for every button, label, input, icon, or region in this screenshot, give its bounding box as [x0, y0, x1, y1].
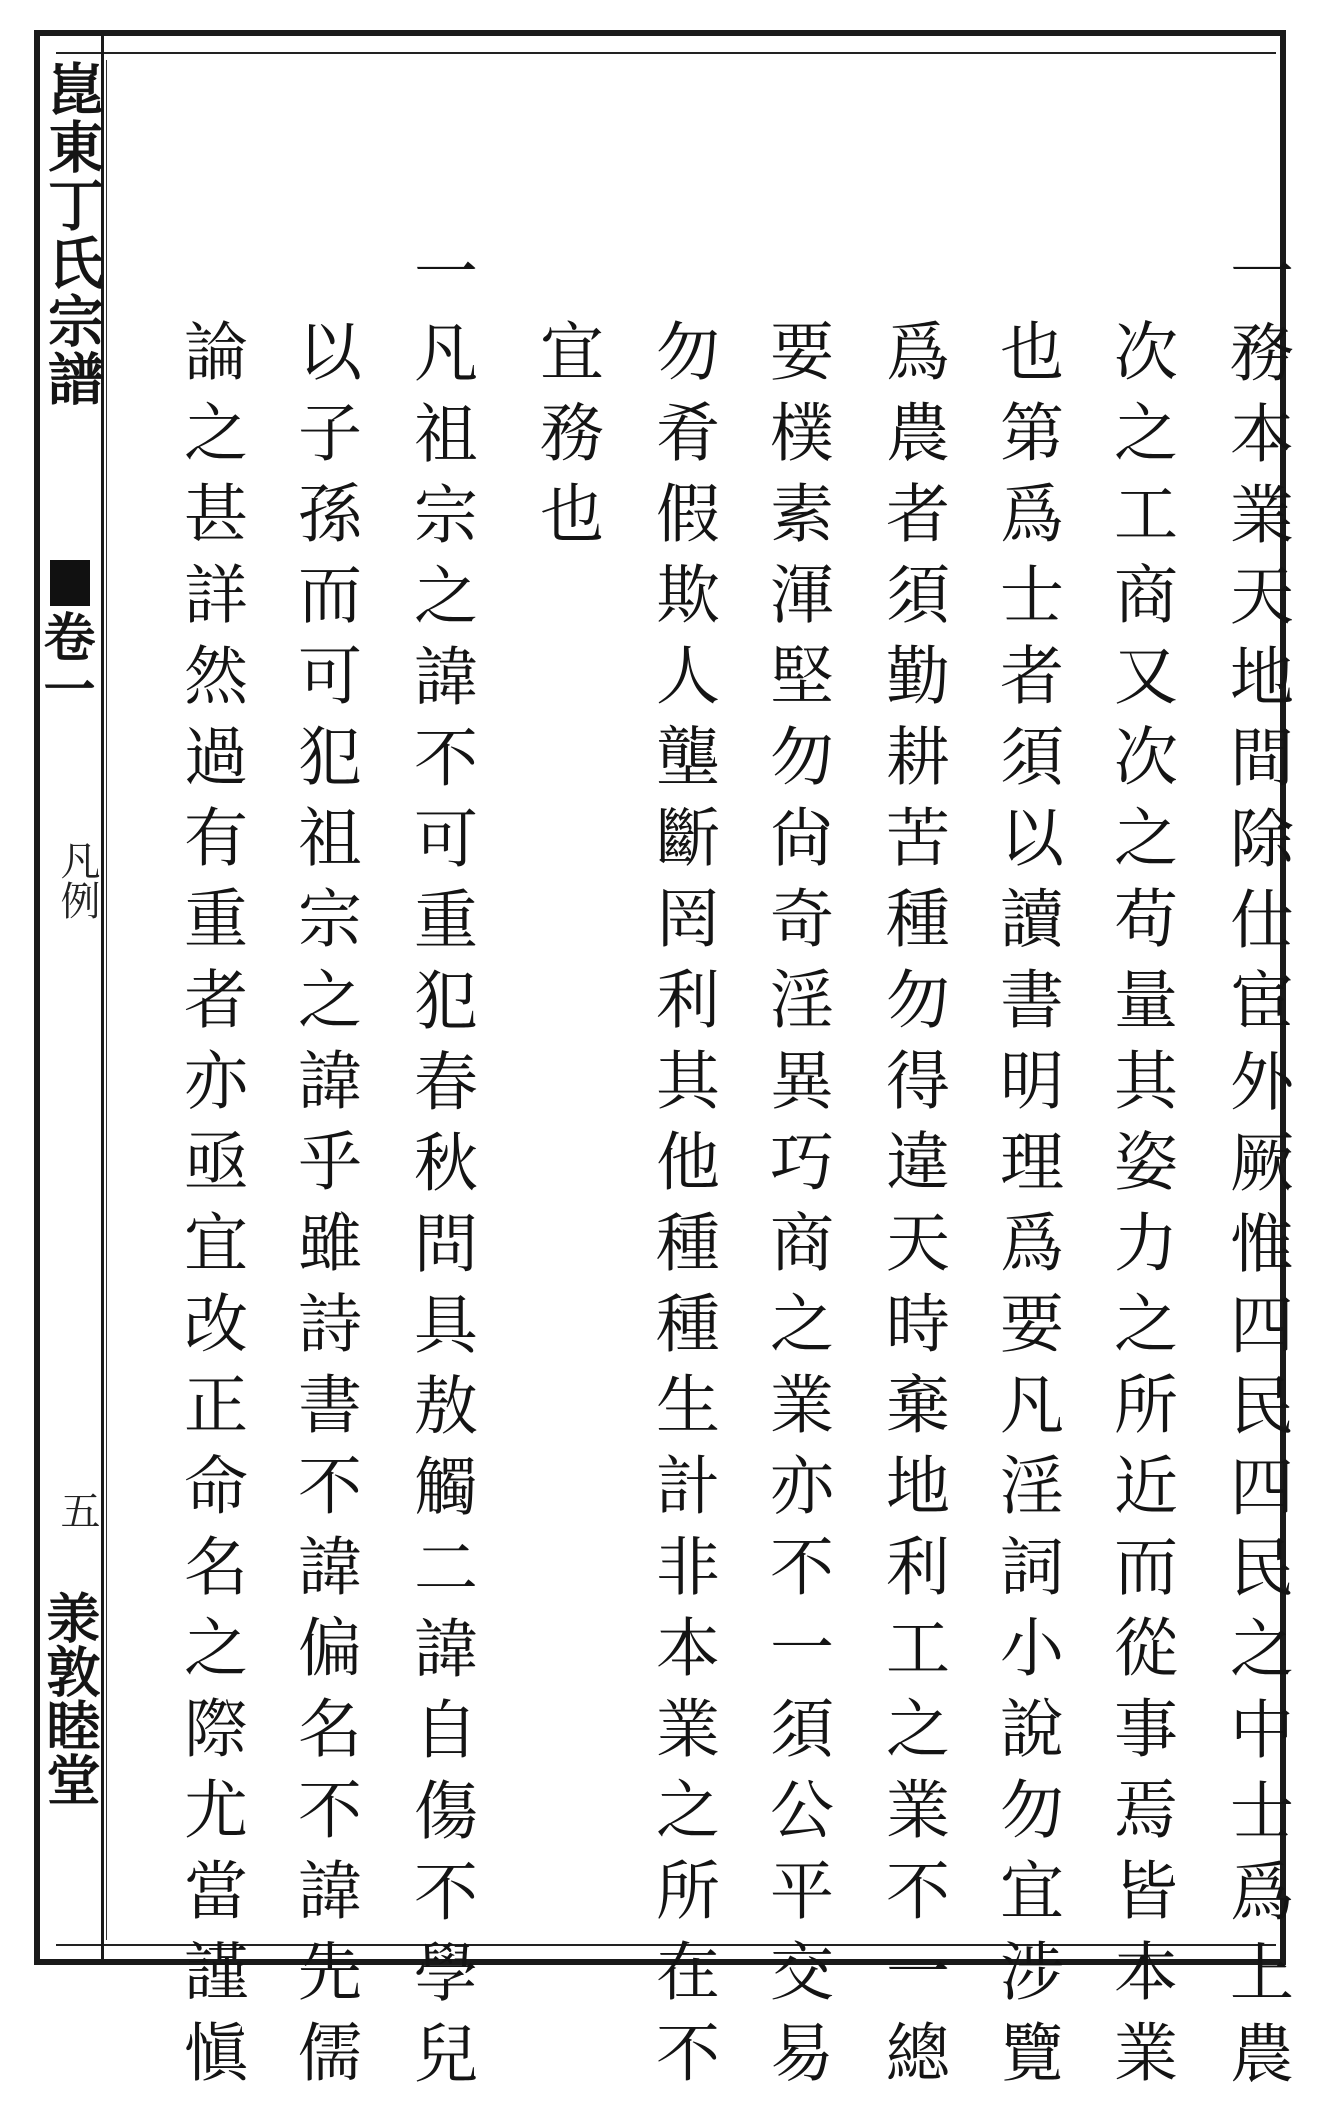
text-column-9: 一凡祖宗之諱不可重犯春秋問具敖觸二諱自傷不學兒	[403, 238, 477, 2101]
text-column-6: 勿肴假欺人壟斷罔利其他種種生計非本業之所在不	[645, 318, 719, 2100]
section-label: 凡例	[54, 840, 100, 920]
hall-name: 𣴎敦睦堂	[38, 1590, 102, 1806]
text-column-1: 一務本業天地間除仕宦外厥惟四民四民之中士爲上農	[1219, 238, 1293, 2101]
text-column-3: 也第爲士者須以讀書明理爲要凡淫詞小說勿宜涉覽	[989, 318, 1063, 2100]
text-column-4: 爲農者須勤耕苦種勿得違天時棄地利工之業不一總	[875, 318, 949, 2100]
frame-top-rule	[56, 52, 1276, 54]
text-column-2: 次之工商又次之苟量其姿力之所近而從事焉皆本業	[1103, 318, 1177, 2100]
margin-inner-rule	[106, 60, 107, 1940]
fishtail-mark	[50, 560, 90, 606]
text-column-10: 以子孫而可犯祖宗之諱乎雖詩書不諱偏名不諱先儒	[287, 318, 361, 2100]
book-title: 崑東丁氏宗譜	[39, 60, 105, 408]
text-column-7: 宜務也	[529, 318, 603, 561]
text-column-11: 論之甚詳然過有重者亦亟宜改正命名之際尤當謹愼	[173, 318, 247, 2100]
text-column-5: 要樸素渾堅勿尙奇淫異巧商之業亦不一須公平交易	[759, 318, 833, 2100]
volume-label: 卷一	[34, 610, 95, 714]
page-number: 五	[54, 1490, 100, 1530]
